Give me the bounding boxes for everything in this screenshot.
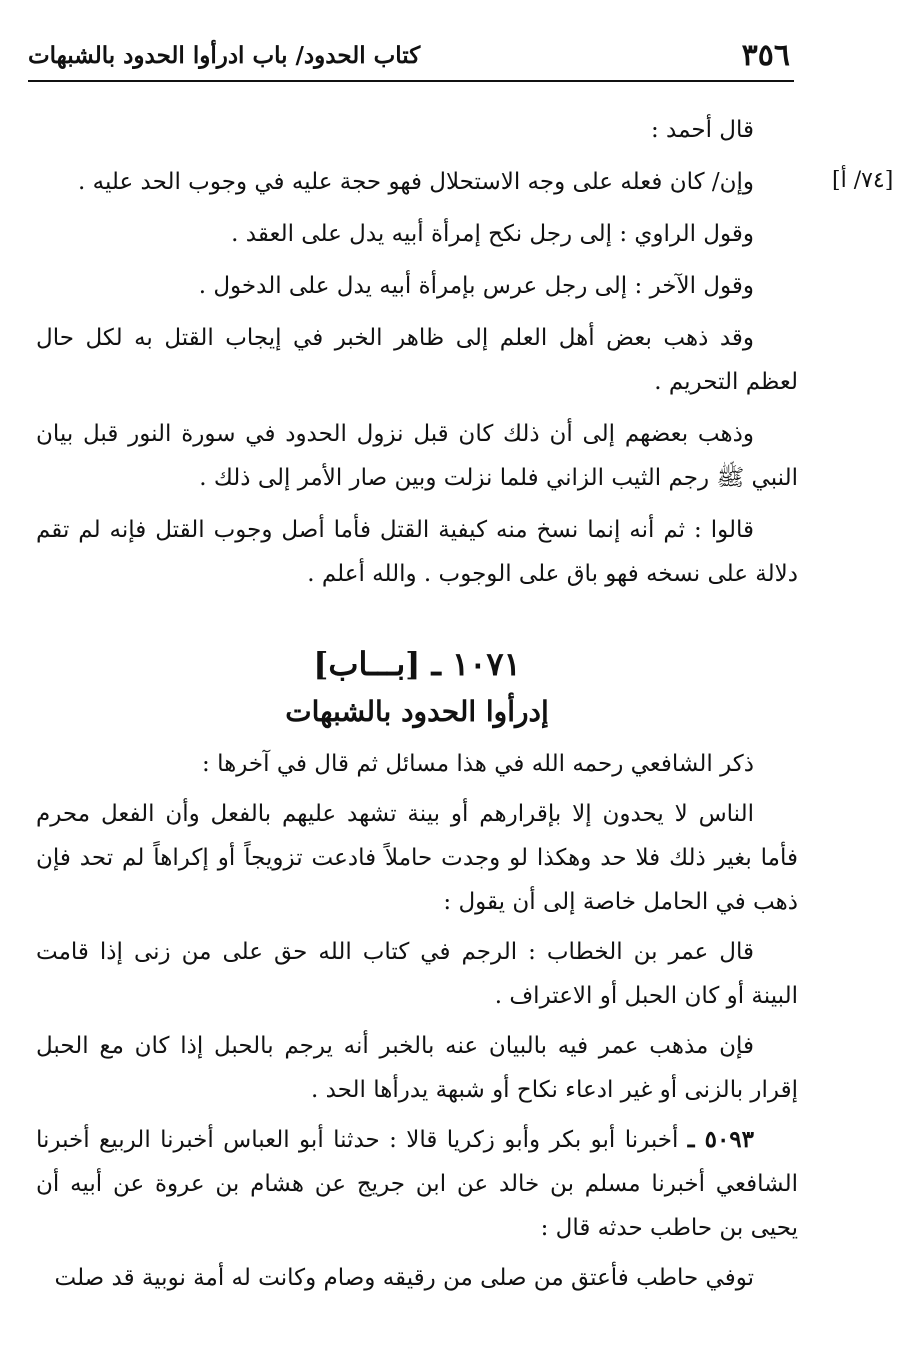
paragraph: توفي حاطب فأعتق من صلى من رقيقه وصام وكانت له أمة نوبية قد صلت [54,1265,754,1291]
running-title: كتاب الحدود/ باب ادرأوا الحدود بالشبهات [28,42,421,69]
paragraph: ذكر الشافعي رحمه الله في هذا مسائل ثم قال في آخرها : [202,751,754,777]
margin-reference: [٧٤/ أ] [832,168,894,193]
page-header [28,38,790,80]
chapter-number: ١٠٧١ ـ [بـــاب] [313,645,521,683]
lower-text-block [36,742,798,1300]
header-divider [28,80,794,82]
paragraph: وذهب بعضهم إلى أن ذلك كان قبل نزول الحدود في سورة النور قبل بيان النبي ﷺ رجم الثيب الزاني فلما نزلت وبين صار الأمر إلى ذلك . [36,421,798,491]
chapter-title: إدرأوا الحدود بالشبهات [285,695,549,728]
page-number: ٣٥٦ [741,38,790,73]
paragraph: وقد ذهب بعض أهل العلم إلى ظاهر الخبر في إيجاب القتل به لكل حال لعظم التحريم . [36,325,798,395]
paragraph: وإن/ كان فعله على وجه الاستحلال فهو حجة عليه في وجوب الحد عليه . [78,169,754,195]
paragraph: فإن مذهب عمر فيه بالبيان عنه بالخبر أنه يرجم بالحبل إذا كان مع الحبل إقرار بالزنى أو غير ادعاء نكاح أو شبهة يدرأها الحد . [36,1033,798,1103]
paragraph: الناس لا يحدون إلا بإقرارهم أو بينة تشهد عليهم بالفعل وأن الفعل محرم فأما بغير ذلك فلا حد وهكذا لو وجدت حاملاً فادعت تزويجاً أو إكراهاً لم تحد فإن ذهب في الحامل خاصة إلى أن يقول : [36,801,798,915]
paragraph: وقول الآخر : إلى رجل عرس بإمرأة أبيه يدل على الدخول . [198,273,754,299]
hadith-text: أخبرنا أبو بكر وأبو زكريا قالا : حدثنا أبو العباس أخبرنا الربيع أخبرنا الشافعي أخبرنا مسلم بن خالد عن ابن جريج عن هشام بن عروة عن أبيه أن يحيى بن حاطب حدثه قال : [36,1127,798,1241]
upper-text-block [36,108,798,596]
hadith-number: ٥٠٩٣ ـ [687,1126,755,1153]
paragraph: قالوا : ثم أنه إنما نسخ منه كيفية القتل فأما أصل وجوب القتل فإنه لم تقم دلالة على نسخه فهو باق على الوجوب . والله أعلم . [36,517,798,587]
paragraph: قال أحمد : [650,117,754,143]
paragraph: وقول الراوي : إلى رجل نكح إمرأة أبيه يدل على العقد . [231,221,754,247]
paragraph: قال عمر بن الخطاب : الرجم في كتاب الله حق على من زنى إذا قامت البينة أو كان الحبل أو الاعتراف . [36,939,798,1009]
hadith-paragraph [36,1118,798,1250]
